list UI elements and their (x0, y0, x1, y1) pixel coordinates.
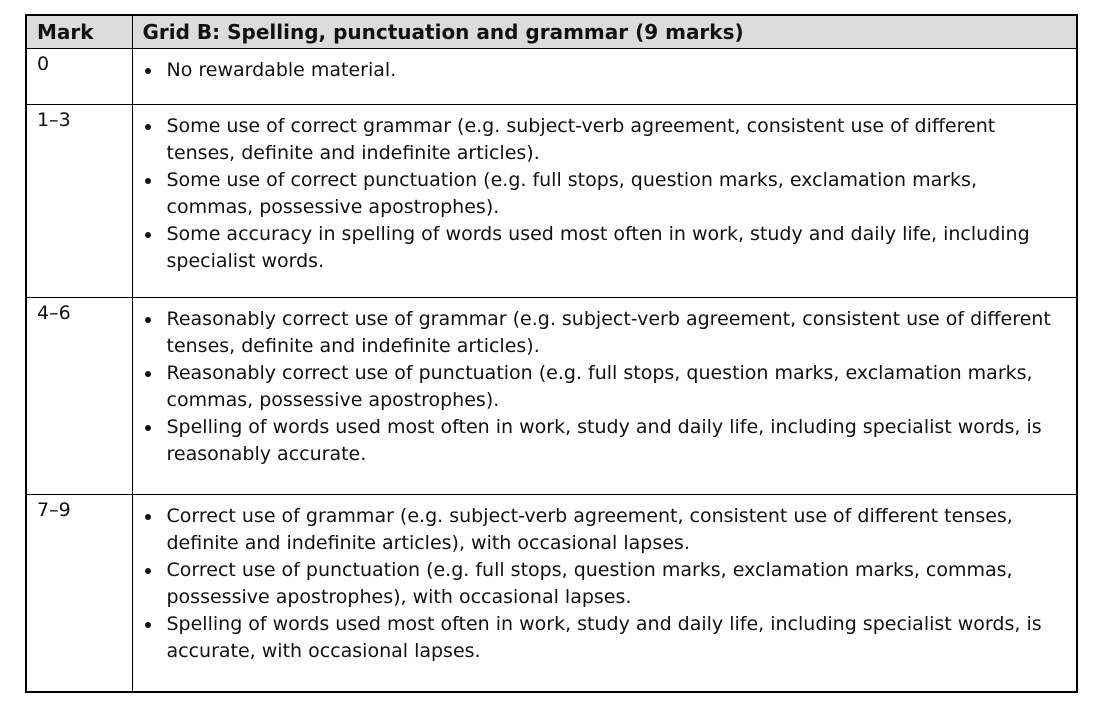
bullet-item: • Some use of correct punctuation (e.g. full stops, question marks, exclamation marks, commas, possessive apostrophes). (163, 167, 1057, 221)
criteria-list (139, 57, 1063, 84)
mark-cell: 0 (26, 49, 132, 105)
bullet-item: • Correct use of grammar (e.g. subject-verb agreement, consistent use of different tenses, definite and indefinite articles), with occasional lapses. (163, 503, 1057, 557)
header-row (26, 15, 1077, 49)
mark-cell: 7–9 (26, 495, 132, 692)
criteria-list (139, 306, 1063, 468)
criteria-list (139, 113, 1063, 275)
bullet-item: • Reasonably correct use of punctuation (e.g. full stops, question marks, exclamation marks, commas, possessive apostrophes). (163, 360, 1057, 414)
criteria-cell (132, 495, 1077, 692)
table-row-mark-4-6 (26, 298, 1077, 495)
bullet-item: • Correct use of punctuation (e.g. full stops, question marks, exclamation marks, commas, possessive apostrophes), with occasional lapses. (163, 557, 1057, 611)
bullet-item: • Some use of correct grammar (e.g. subject-verb agreement, consistent use of different tenses, definite and indefinite articles). (163, 113, 1057, 167)
bullet-item: • No rewardable material. (163, 57, 1057, 84)
criteria-list (139, 503, 1063, 665)
bullet-item: • Spelling of words used most often in work, study and daily life, including specialist words, is reasonably accurate. (163, 414, 1057, 468)
table-row-mark-1-3 (26, 105, 1077, 298)
bullet-item: • Some accuracy in spelling of words used most often in work, study and daily life, including specialist words. (163, 221, 1057, 275)
mark-cell: 1–3 (26, 105, 132, 298)
bullet-item: • Reasonably correct use of grammar (e.g. subject-verb agreement, consistent use of different tenses, definite and indefinite articles). (163, 306, 1057, 360)
criteria-cell (132, 105, 1077, 298)
column-header-grid-title: Grid B: Spelling, punctuation and grammar (9 marks) (132, 15, 1077, 49)
bullet-item: • Spelling of words used most often in work, study and daily life, including specialist words, is accurate, with occasional lapses. (163, 611, 1057, 665)
mark-cell: 4–6 (26, 298, 132, 495)
column-header-mark: Mark (26, 15, 132, 49)
criteria-cell (132, 49, 1077, 105)
criteria-cell (132, 298, 1077, 495)
mark-scheme-table (25, 14, 1078, 693)
table-row-mark-7-9 (26, 495, 1077, 692)
table-row-mark-0 (26, 49, 1077, 105)
